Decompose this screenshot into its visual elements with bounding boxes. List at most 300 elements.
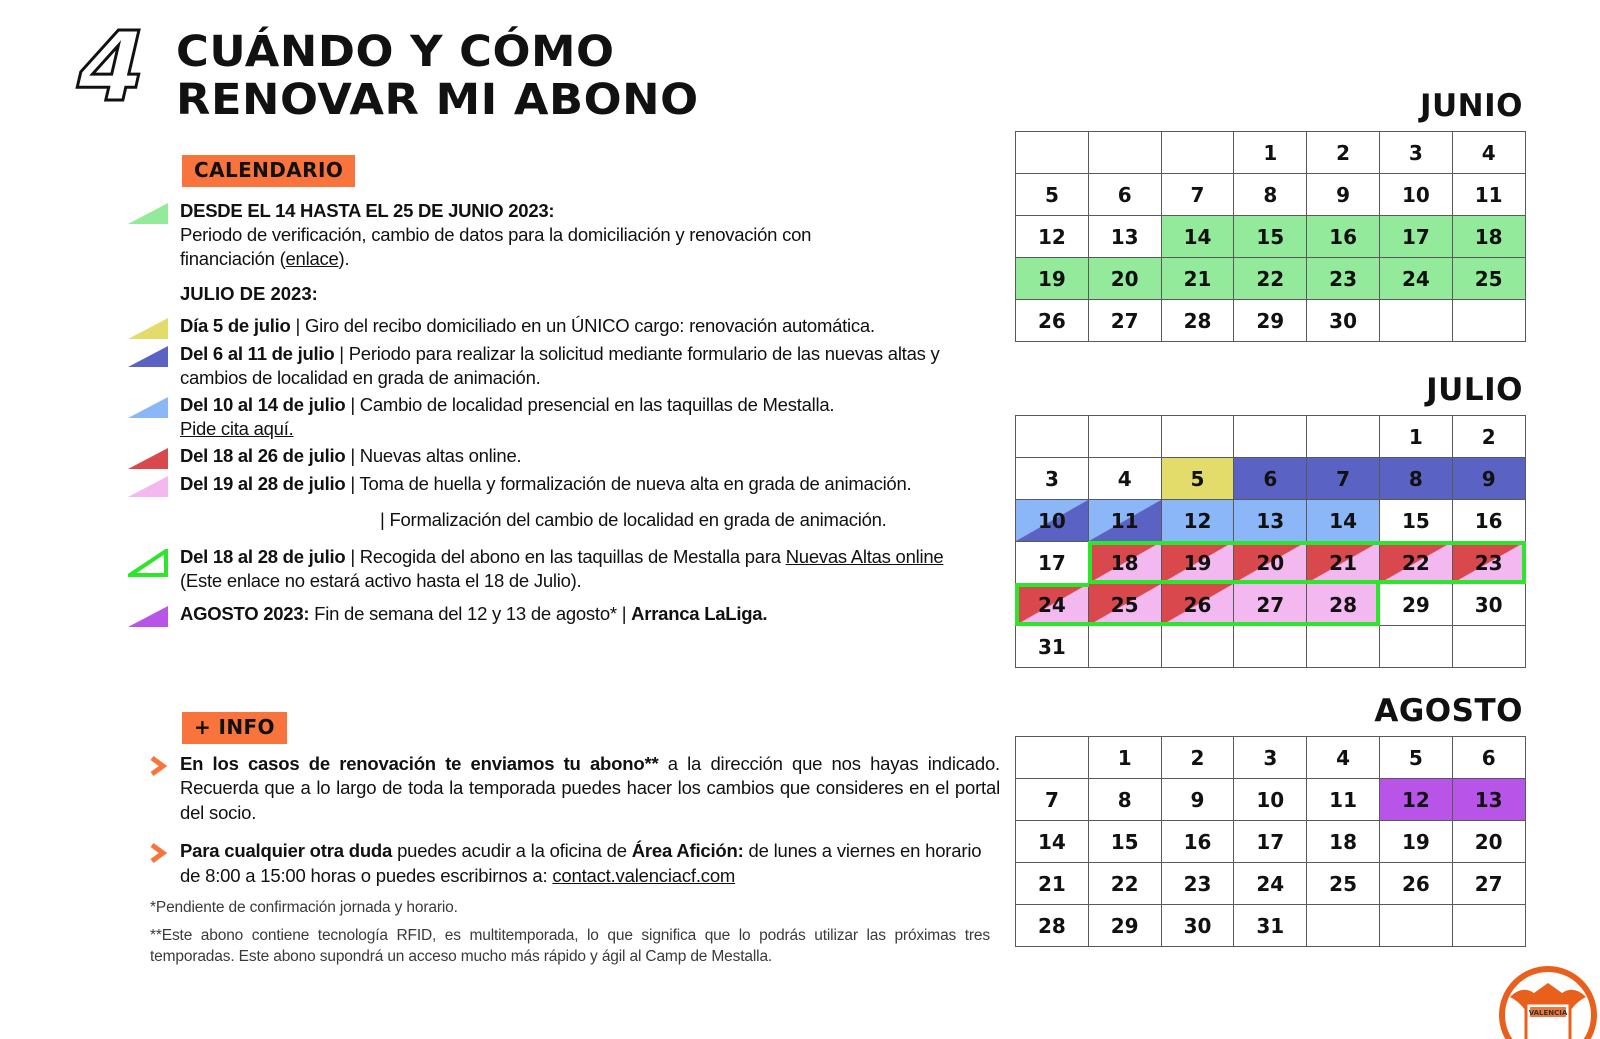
- info-1-bold: Para cualquier otra duda: [180, 840, 393, 862]
- legend-4-bold: Del 18 al 26 de julio: [180, 445, 346, 467]
- calendar-day-cell[interactable]: [1452, 584, 1525, 626]
- day-number: 24: [1256, 871, 1285, 896]
- calendar-agosto-title: AGOSTO: [1374, 693, 1523, 729]
- calendar-day-cell[interactable]: [1379, 542, 1452, 584]
- day-number: 2: [1190, 745, 1205, 770]
- legend-0-body-l1: Periodo de verificación, cambio de datos para la domiciliación y renovación con: [180, 224, 812, 246]
- info-1-rest: de lunes a viernes en horario de 8:00 a 15:00 horas o puedes escribirnos a:: [180, 840, 982, 886]
- day-number: 27: [1110, 308, 1139, 333]
- day-number: 16: [1183, 829, 1212, 854]
- day-number: 25: [1110, 592, 1139, 617]
- info-list: [150, 752, 1010, 902]
- calendar-week-row: [1016, 821, 1526, 863]
- page-title-line1: CUÁNDO Y CÓMO: [176, 27, 615, 77]
- julio-heading: JULIO DE 2023:: [180, 283, 318, 305]
- light-blue-triangle-icon: [128, 392, 180, 418]
- calendar-day-cell[interactable]: [1088, 458, 1161, 500]
- day-number: 8: [1408, 466, 1423, 491]
- calendar-day-cell[interactable]: [1234, 300, 1307, 342]
- calendar-week-row: [1016, 779, 1526, 821]
- day-number: 23: [1474, 550, 1503, 575]
- calendars-column: [1005, 0, 1600, 1039]
- legend-4-rest: | Nuevas altas online.: [345, 445, 522, 467]
- calendar-day-cell[interactable]: [1161, 584, 1234, 626]
- day-number: 10: [1037, 508, 1066, 533]
- legend-0-body-post: ).: [338, 248, 350, 270]
- calendar-day-cell[interactable]: [1234, 821, 1307, 863]
- day-number: 19: [1037, 266, 1066, 291]
- calendar-day-cell[interactable]: [1016, 258, 1089, 300]
- day-number: 22: [1256, 266, 1285, 291]
- calendar-day-cell[interactable]: [1452, 542, 1525, 584]
- calendar-day-cell[interactable]: [1452, 779, 1525, 821]
- legend-item-18-28-julio: [128, 544, 998, 593]
- day-number: 2: [1481, 424, 1496, 449]
- day-number: 6: [1117, 182, 1132, 207]
- calendar-day-cell[interactable]: [1307, 458, 1380, 500]
- day-number: 11: [1474, 182, 1503, 207]
- calendar-day-cell[interactable]: [1016, 174, 1089, 216]
- calendar-day-cell[interactable]: [1379, 174, 1452, 216]
- day-number: 3: [1263, 745, 1278, 770]
- footnotes: [150, 898, 990, 974]
- calendar-day-cell[interactable]: [1016, 584, 1089, 626]
- day-number: 7: [1336, 466, 1351, 491]
- legend-item-junio: [128, 198, 998, 271]
- day-number: 17: [1401, 224, 1430, 249]
- calendar-day-cell[interactable]: [1452, 821, 1525, 863]
- calendar-empty-cell: [1016, 132, 1089, 174]
- day-number: 6: [1263, 466, 1278, 491]
- calendar-day-cell[interactable]: [1307, 174, 1380, 216]
- calendar-day-cell[interactable]: [1016, 779, 1089, 821]
- calendar-day-cell[interactable]: [1379, 500, 1452, 542]
- calendar-day-cell[interactable]: [1161, 500, 1234, 542]
- day-number: 14: [1037, 829, 1066, 854]
- info-1-mid: puedes acudir a la oficina de: [392, 840, 632, 862]
- calendar-day-cell[interactable]: [1016, 626, 1089, 668]
- day-number: 26: [1401, 871, 1430, 896]
- day-number: 24: [1401, 266, 1430, 291]
- legend-5-rest: | Toma de huella y formalización de nueva alta en grada de animación.: [345, 473, 912, 495]
- dark-blue-triangle-icon: [128, 341, 180, 367]
- day-number: 24: [1037, 592, 1066, 617]
- day-number: 28: [1037, 913, 1066, 938]
- calendar-day-cell[interactable]: [1307, 132, 1380, 174]
- day-number: 20: [1110, 266, 1139, 291]
- calendar-day-cell[interactable]: [1234, 258, 1307, 300]
- calendar-day-cell[interactable]: [1307, 500, 1380, 542]
- calendar-junio-grid: [1015, 131, 1526, 342]
- calendar-week-row: [1016, 905, 1526, 947]
- calendar-day-cell[interactable]: [1379, 584, 1452, 626]
- calendar-day-cell[interactable]: [1379, 216, 1452, 258]
- calendar-day-cell[interactable]: [1161, 542, 1234, 584]
- calendar-day-cell[interactable]: [1379, 132, 1452, 174]
- enlace-link[interactable]: enlace: [285, 248, 339, 270]
- info-1-bold2: Área Afición:: [631, 840, 744, 862]
- calendar-agosto-grid: [1015, 736, 1526, 947]
- calendar-day-cell[interactable]: [1234, 174, 1307, 216]
- calendar-empty-cell: [1379, 300, 1452, 342]
- day-number: 4: [1481, 140, 1496, 165]
- day-number: 30: [1474, 592, 1503, 617]
- calendar-day-cell[interactable]: [1088, 300, 1161, 342]
- green-triangle-icon: [128, 198, 180, 224]
- calendar-day-cell[interactable]: [1016, 542, 1089, 584]
- day-number: 29: [1256, 308, 1285, 333]
- day-number: 8: [1117, 787, 1132, 812]
- day-number: 3: [1044, 466, 1059, 491]
- info-0-rest: a la dirección que nos hayas indicado. Recuerda que a lo largo de toda la temporada puedes hacer los cambios que consideres en el portal del socio.: [180, 753, 1000, 823]
- day-number: 30: [1183, 913, 1212, 938]
- calendar-week-row: [1016, 300, 1526, 342]
- calendar-day-cell[interactable]: [1088, 863, 1161, 905]
- calendar-day-cell[interactable]: [1088, 737, 1161, 779]
- calendar-week-row: [1016, 258, 1526, 300]
- red-triangle-icon: [128, 443, 180, 469]
- legend-item-18-26-julio: [128, 443, 998, 469]
- legend-2-bold: Del 6 al 11 de julio: [180, 343, 335, 365]
- calendar-day-cell[interactable]: [1234, 500, 1307, 542]
- calendar-day-cell[interactable]: [1161, 863, 1234, 905]
- day-number: 17: [1256, 829, 1285, 854]
- calendar-day-cell[interactable]: [1379, 863, 1452, 905]
- calendar-agosto: [1015, 693, 1525, 947]
- calendar-empty-cell: [1161, 626, 1234, 668]
- red-triangle-svg: [128, 448, 168, 469]
- info-item-duda: [150, 839, 1010, 888]
- day-number: 15: [1256, 224, 1285, 249]
- page-heading: [76, 11, 699, 126]
- calendar-day-cell[interactable]: [1452, 416, 1525, 458]
- day-number: 26: [1183, 592, 1212, 617]
- pide-cita-link[interactable]: Pide cita aquí.: [180, 418, 294, 440]
- info-badge: + INFO: [182, 712, 287, 744]
- legend-3-bold: Del 10 al 14 de julio: [180, 394, 346, 416]
- legend-5-bold: Del 19 al 28 de julio: [180, 473, 346, 495]
- footnote-1: *Pendiente de confirmación jornada y horario.: [150, 899, 458, 916]
- day-number: 17: [1037, 550, 1066, 575]
- day-number: 13: [1256, 508, 1285, 533]
- contact-email-link[interactable]: contact.valenciacf.com: [552, 864, 736, 886]
- purple-triangle-svg: [128, 606, 168, 627]
- calendar-empty-cell: [1379, 626, 1452, 668]
- calendar-empty-cell: [1088, 416, 1161, 458]
- day-number: 1: [1408, 424, 1423, 449]
- legend-0-head: DESDE EL 14 HASTA EL 25 DE JUNIO 2023:: [180, 200, 555, 221]
- chevron-right-svg: [150, 843, 168, 863]
- calendar-empty-cell: [1234, 626, 1307, 668]
- dark-blue-triangle-svg: [128, 346, 168, 367]
- day-number: 27: [1256, 592, 1285, 617]
- calendar-week-row: [1016, 863, 1526, 905]
- legend-item-10-14-julio: [128, 392, 998, 441]
- day-number: 10: [1401, 182, 1430, 207]
- calendar-day-cell[interactable]: [1161, 458, 1234, 500]
- calendar-day-cell[interactable]: [1161, 174, 1234, 216]
- day-number: 29: [1110, 913, 1139, 938]
- day-number: 25: [1474, 266, 1503, 291]
- calendar-day-cell[interactable]: [1016, 216, 1089, 258]
- calendar-day-cell[interactable]: [1452, 458, 1525, 500]
- calendar-day-cell[interactable]: [1379, 258, 1452, 300]
- info-item-renovacion: [150, 752, 1010, 825]
- day-number: 27: [1474, 871, 1503, 896]
- calendar-day-cell[interactable]: [1161, 216, 1234, 258]
- calendar-day-cell[interactable]: [1452, 500, 1525, 542]
- calendar-day-cell[interactable]: [1379, 458, 1452, 500]
- legend-5-extra: | Formalización del cambio de localidad en grada de animación.: [380, 509, 887, 531]
- calendar-empty-cell: [1161, 132, 1234, 174]
- calendar-empty-cell: [1016, 416, 1089, 458]
- day-number: 25: [1329, 871, 1357, 896]
- calendar-week-row: [1016, 416, 1526, 458]
- calendar-day-cell[interactable]: [1307, 737, 1380, 779]
- calendar-day-cell[interactable]: [1234, 737, 1307, 779]
- pink-triangle-svg: [128, 476, 168, 497]
- calendar-empty-cell: [1307, 416, 1380, 458]
- calendar-day-cell[interactable]: [1016, 821, 1089, 863]
- nuevas-altas-online-link[interactable]: Nuevas Altas online: [785, 546, 944, 568]
- calendar-day-cell[interactable]: [1379, 821, 1452, 863]
- calendar-day-cell[interactable]: [1161, 905, 1234, 947]
- footnote-2: **Este abono contiene tecnología RFID, es multitemporada, lo que significa que lo podrás utilizar las próximas tres temporadas. Este abono supondrá un acceso mucho más rápido y ágil al Camp de Mestalla.: [150, 926, 990, 965]
- day-number: 18: [1329, 829, 1357, 854]
- calendar-empty-cell: [1452, 626, 1525, 668]
- day-number: 4: [1336, 745, 1351, 770]
- day-number: 9: [1336, 182, 1351, 207]
- calendar-empty-cell: [1452, 905, 1525, 947]
- info-0-bold: En los casos de renovación te enviamos tu abono**: [180, 753, 659, 774]
- calendar-empty-cell: [1379, 905, 1452, 947]
- calendar-day-cell[interactable]: [1088, 584, 1161, 626]
- day-number: 31: [1256, 913, 1285, 938]
- section-number: 4: [76, 11, 145, 123]
- legend-list: [128, 198, 998, 629]
- calendar-day-cell[interactable]: [1088, 542, 1161, 584]
- calendar-empty-cell: [1234, 416, 1307, 458]
- green-triangle-svg: [128, 203, 168, 224]
- day-number: 16: [1329, 224, 1357, 249]
- day-number: 13: [1474, 787, 1503, 812]
- calendar-empty-cell: [1307, 905, 1380, 947]
- calendar-day-cell[interactable]: [1088, 258, 1161, 300]
- calendar-day-cell[interactable]: [1307, 216, 1380, 258]
- calendar-day-cell[interactable]: [1379, 416, 1452, 458]
- calendar-day-cell[interactable]: [1234, 216, 1307, 258]
- calendar-day-cell[interactable]: [1016, 863, 1089, 905]
- day-number: 12: [1401, 787, 1430, 812]
- calendar-empty-cell: [1016, 737, 1089, 779]
- legend-2-rest: | Periodo para realizar la solicitud mediante formulario de las nuevas altas y cambios de localidad en grada de animación.: [180, 343, 940, 389]
- legend-item-6-11-julio: [128, 341, 998, 390]
- chevron-right-icon: [150, 752, 180, 781]
- legend-item-agosto: [128, 601, 998, 627]
- day-number: 9: [1481, 466, 1496, 491]
- calendar-day-cell[interactable]: [1452, 174, 1525, 216]
- calendar-day-cell[interactable]: [1307, 821, 1380, 863]
- legend-7-bold2: Arranca LaLiga.: [631, 603, 768, 625]
- day-number: 28: [1329, 592, 1357, 617]
- light-blue-triangle-svg: [128, 397, 168, 418]
- day-number: 13: [1110, 224, 1139, 249]
- legend-6-rest-post: (Este enlace no estará activo hasta el 18 de Julio).: [180, 570, 582, 592]
- calendar-day-cell[interactable]: [1307, 300, 1380, 342]
- calendar-week-row: [1016, 584, 1526, 626]
- calendar-day-cell[interactable]: [1234, 458, 1307, 500]
- day-number: 14: [1183, 224, 1212, 249]
- day-number: 9: [1190, 787, 1205, 812]
- day-number: 11: [1329, 787, 1357, 812]
- day-number: 19: [1183, 550, 1212, 575]
- calendar-day-cell[interactable]: [1379, 779, 1452, 821]
- calendar-day-cell[interactable]: [1088, 905, 1161, 947]
- calendar-day-cell[interactable]: [1307, 863, 1380, 905]
- calendar-day-cell[interactable]: [1234, 542, 1307, 584]
- calendar-day-cell[interactable]: [1379, 737, 1452, 779]
- yellow-triangle-icon: [128, 313, 180, 339]
- calendar-empty-cell: [1088, 132, 1161, 174]
- day-number: 12: [1037, 224, 1066, 249]
- calendar-day-cell[interactable]: [1088, 500, 1161, 542]
- calendar-day-cell[interactable]: [1088, 216, 1161, 258]
- day-number: 19: [1401, 829, 1430, 854]
- legend-item-dia5: [128, 313, 998, 339]
- calendar-day-cell[interactable]: [1307, 542, 1380, 584]
- day-number: 8: [1263, 182, 1278, 207]
- day-number: 2: [1336, 140, 1351, 165]
- legend-3-rest: | Cambio de localidad presencial en las taquillas de Mestalla.: [345, 394, 835, 416]
- calendar-day-cell[interactable]: [1307, 779, 1380, 821]
- calendar-week-row: [1016, 626, 1526, 668]
- day-number: 5: [1190, 466, 1205, 491]
- legend-item-19-28-julio: [128, 471, 998, 497]
- calendar-day-cell[interactable]: [1234, 779, 1307, 821]
- calendar-day-cell[interactable]: [1016, 458, 1089, 500]
- calendar-junio: [1015, 88, 1525, 342]
- page-title: [176, 28, 699, 124]
- day-number: 20: [1474, 829, 1503, 854]
- calendar-day-cell[interactable]: [1452, 863, 1525, 905]
- calendar-day-cell[interactable]: [1161, 258, 1234, 300]
- calendar-day-cell[interactable]: [1088, 821, 1161, 863]
- calendar-week-row: [1016, 174, 1526, 216]
- calendar-day-cell[interactable]: [1452, 132, 1525, 174]
- green-outline-triangle-icon: [128, 544, 180, 577]
- green-outline-triangle-svg: [128, 549, 168, 577]
- calendar-week-row: [1016, 458, 1526, 500]
- day-number: 23: [1329, 266, 1357, 291]
- calendar-day-cell[interactable]: [1307, 258, 1380, 300]
- day-number: 5: [1044, 182, 1059, 207]
- day-number: 26: [1037, 308, 1066, 333]
- legend-6-rest-pre: | Recogida del abono en las taquillas de Mestalla para: [345, 546, 786, 568]
- day-number: 22: [1110, 871, 1139, 896]
- day-number: 16: [1474, 508, 1503, 533]
- day-number: 15: [1401, 508, 1430, 533]
- day-number: 21: [1183, 266, 1212, 291]
- day-number: 18: [1474, 224, 1503, 249]
- day-number: 28: [1183, 308, 1212, 333]
- chevron-right-svg: [150, 756, 168, 776]
- day-number: 11: [1110, 508, 1139, 533]
- calendar-day-cell[interactable]: [1161, 300, 1234, 342]
- calendar-week-row: [1016, 500, 1526, 542]
- purple-triangle-icon: [128, 601, 180, 627]
- day-number: 29: [1401, 592, 1430, 617]
- day-number: 31: [1037, 634, 1066, 659]
- legend-1-rest: | Giro del recibo domiciliado en un ÚNICO cargo: renovación automática.: [290, 315, 875, 337]
- calendar-empty-cell: [1088, 626, 1161, 668]
- calendar-day-cell[interactable]: [1234, 132, 1307, 174]
- day-number: 21: [1329, 550, 1357, 575]
- calendar-day-cell[interactable]: [1452, 216, 1525, 258]
- day-number: 18: [1110, 550, 1139, 575]
- day-number: 21: [1037, 871, 1066, 896]
- calendar-day-cell[interactable]: [1016, 300, 1089, 342]
- calendar-day-cell[interactable]: [1016, 500, 1089, 542]
- calendar-day-cell[interactable]: [1234, 905, 1307, 947]
- day-number: 20: [1256, 550, 1285, 575]
- calendar-julio-grid: [1015, 415, 1526, 668]
- calendar-day-cell[interactable]: [1088, 779, 1161, 821]
- chevron-right-icon: [150, 839, 180, 868]
- day-number: 5: [1408, 745, 1423, 770]
- calendar-day-cell[interactable]: [1452, 737, 1525, 779]
- day-number: 7: [1044, 787, 1059, 812]
- calendar-day-cell[interactable]: [1234, 584, 1307, 626]
- day-number: 1: [1117, 745, 1132, 770]
- day-number: 1: [1263, 140, 1278, 165]
- calendar-day-cell[interactable]: [1234, 863, 1307, 905]
- calendar-week-row: [1016, 542, 1526, 584]
- calendar-week-row: [1016, 737, 1526, 779]
- calendar-day-cell[interactable]: [1016, 905, 1089, 947]
- calendar-week-row: [1016, 216, 1526, 258]
- day-number: 3: [1408, 140, 1423, 165]
- legend-1-bold: Día 5 de julio: [180, 315, 291, 337]
- day-number: 6: [1481, 745, 1496, 770]
- day-number: 12: [1183, 508, 1212, 533]
- day-number: 7: [1190, 182, 1205, 207]
- calendar-day-cell[interactable]: [1161, 737, 1234, 779]
- calendar-day-cell[interactable]: [1307, 584, 1380, 626]
- svg-text:VALENCIA: VALENCIA: [1528, 1009, 1568, 1017]
- day-number: 15: [1110, 829, 1139, 854]
- day-number: 22: [1401, 550, 1430, 575]
- calendar-week-row: [1016, 132, 1526, 174]
- calendar-day-cell[interactable]: [1452, 258, 1525, 300]
- day-number: 4: [1117, 466, 1132, 491]
- calendar-day-cell[interactable]: [1161, 779, 1234, 821]
- page-title-line2: RENOVAR MI ABONO: [176, 75, 699, 126]
- calendar-empty-cell: [1452, 300, 1525, 342]
- day-number: 23: [1183, 871, 1212, 896]
- calendar-day-cell[interactable]: [1088, 174, 1161, 216]
- valencia-cf-crest-icon: [1488, 963, 1600, 1039]
- calendar-empty-cell: [1161, 416, 1234, 458]
- legend-0-body-pre: financiación (: [180, 248, 286, 270]
- calendar-julio-title: JULIO: [1426, 372, 1523, 408]
- calendar-day-cell[interactable]: [1161, 821, 1234, 863]
- yellow-triangle-svg: [128, 318, 168, 339]
- day-number: 14: [1329, 508, 1357, 533]
- pink-triangle-icon: [128, 471, 180, 497]
- day-number: 10: [1256, 787, 1285, 812]
- calendar-empty-cell: [1307, 626, 1380, 668]
- legend-7-bold: AGOSTO 2023:: [180, 603, 310, 625]
